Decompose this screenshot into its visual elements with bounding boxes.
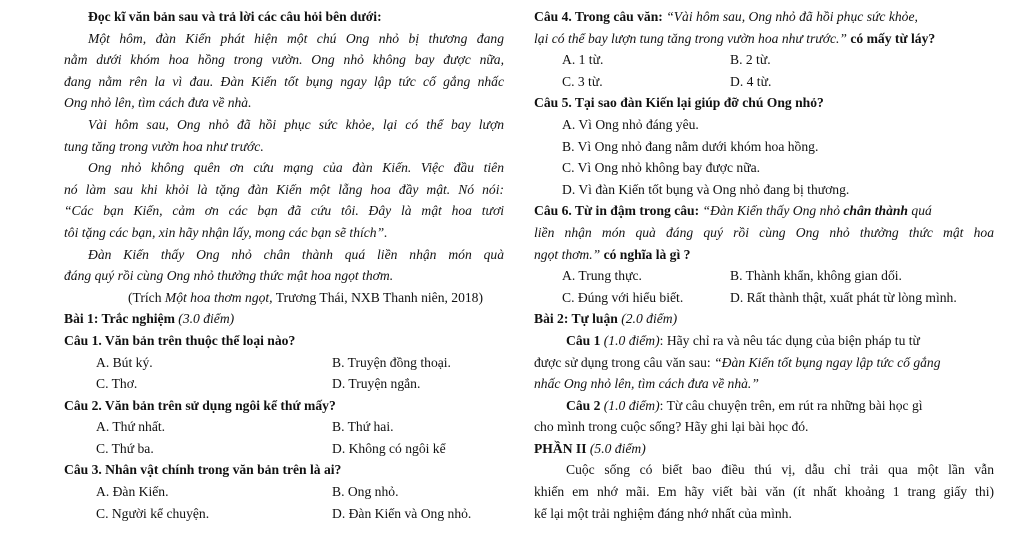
reading-paragraph-4 — [64, 244, 504, 287]
option: A. Trung thực. — [562, 268, 642, 284]
question-3: Câu 3. Nhân vật chính trong văn bản trên là ai? — [64, 462, 342, 478]
option: C. Thứ ba. — [96, 440, 154, 456]
option: D. Rất thành thật, xuất phát từ lòng mình. — [730, 289, 957, 305]
option: C. Thơ. — [96, 376, 138, 392]
option: A. 1 từ. — [562, 52, 604, 68]
essay-question-1: Câu 1 (1.0 điểm): Hãy chỉ ra và nêu tác dụng của biện pháp tu từ — [566, 332, 920, 348]
q4-options-row-1 — [534, 49, 994, 71]
q4-options-row-2 — [534, 71, 994, 93]
question-1: Câu 1. Văn bản trên thuộc thể loại nào? — [64, 332, 296, 348]
essay-prompt-line: khiến em nhớ mãi. Em hãy viết bài văn (ít nhất khoảng 1 trang giấy thi) — [534, 484, 994, 500]
essay-question-2-cont: cho mình trong cuộc sống? Hãy ghi lại bài học đó. — [534, 419, 809, 435]
q6-options-row-1 — [534, 265, 994, 287]
text-line: Ong nhỏ lên, tìm cách đưa về nhà. — [64, 95, 252, 111]
q3-options-row-1 — [64, 481, 504, 503]
q1-options-row-1 — [64, 352, 504, 374]
option: B. Vì Ong nhỏ đang nằm dưới khóm hoa hồng. — [562, 138, 819, 154]
text-line: đáng quý rồi cùng Ong nhỏ thưởng thức mật hoa ngọt thơm. — [64, 268, 394, 284]
option: D. Không có ngôi kể — [332, 440, 446, 456]
reading-heading: Đọc kĩ văn bản sau và trả lời các câu hỏi bên dưới: — [88, 9, 382, 24]
text-line: Một hôm, đàn Kiến phát hiện một chú Ong nhỏ bị thương đang — [88, 30, 504, 46]
question-5: Câu 5. Tại sao đàn Kiến lại giúp đỡ chú Ong nhỏ? — [534, 95, 824, 111]
text-line: “Các bạn Kiến, cảm ơn các bạn đã cứu tôi. Đây là mật hoa tươi — [64, 203, 504, 219]
text-line: tôi tặng các bạn, xin hãy nhận lấy, mong các bạn sẽ thích”. — [64, 224, 388, 240]
part2-heading: Bài 2: Tự luận (2.0 điểm) — [534, 311, 678, 327]
question-6-end: ngọt thơm.” có nghĩa là gì ? — [534, 246, 691, 262]
option: A. Vì Ong nhỏ đáng yêu. — [562, 116, 699, 132]
reading-paragraph-2 — [64, 114, 504, 157]
option: A. Bút ký. — [96, 354, 153, 370]
text-line: đang nằm rên la vì đau. Đàn Kiến tốt bụng ngay lập tức cố gắng nhấc — [64, 73, 504, 89]
question-4: Câu 4. Trong câu văn: “Vài hôm sau, Ong nhỏ đã hồi phục sức khỏe, — [534, 9, 918, 24]
question-6-cont: liền nhận món quà đáng quý rồi cùng Ong nhỏ thưởng thức mật hoa — [534, 224, 994, 240]
option: B. Thứ hai. — [332, 419, 394, 435]
part1-heading: Bài 1: Trắc nghiệm (3.0 điểm) — [64, 311, 235, 327]
option: D. Vì đàn Kiến tốt bụng và Ong nhỏ đang bị thương. — [562, 181, 850, 197]
question-2: Câu 2. Văn bản trên sử dụng ngôi kể thứ mấy? — [64, 397, 336, 413]
option: D. Đàn Kiến và Ong nhỏ. — [332, 505, 472, 521]
essay-prompt-line: Cuộc sống có biết bao điều thú vị, dẫu chỉ trải qua một lần vẫn — [566, 462, 994, 478]
reading-source: (Trích Một hoa thơm ngọt, Trương Thái, NXB Thanh niên, 2018) — [128, 289, 484, 305]
text-line: Vài hôm sau, Ong nhỏ đã hồi phục sức khỏe, lại có thể bay lượn — [88, 116, 504, 132]
q2-options-row-2 — [64, 438, 504, 460]
option: B. Ong nhỏ. — [332, 484, 399, 500]
essay-prompt-line: kể lại một trải nghiệm đáng nhớ nhất của mình. — [534, 505, 792, 521]
option: B. 2 từ. — [730, 52, 771, 68]
option: A. Đàn Kiến. — [96, 484, 169, 500]
option: A. Thứ nhất. — [96, 419, 166, 435]
reading-paragraph-1 — [64, 28, 504, 114]
option: C. Vì Ong nhỏ không bay được nữa. — [562, 160, 760, 176]
left-column — [64, 6, 504, 524]
option: B. Truyện đồng thoại. — [332, 354, 451, 370]
essay-question-1-cont: được sử dụng trong câu văn sau: “Đàn Kiến tốt bụng ngay lập tức cố gắng — [534, 354, 941, 370]
text-line: nằm dưới khóm hoa hồng trong vườn. Ong nhỏ không bay được nữa, — [64, 52, 504, 68]
q2-options-row-1 — [64, 416, 504, 438]
text-line: tung tăng trong vườn hoa như trước. — [64, 138, 264, 154]
q6-options-row-2 — [534, 287, 994, 309]
option: C. 3 từ. — [562, 73, 603, 89]
reading-paragraph-3 — [64, 157, 504, 243]
q1-options-row-2 — [64, 373, 504, 395]
q3-options-row-2 — [64, 503, 504, 525]
right-column — [534, 6, 994, 524]
part3-heading: PHẦN II (5.0 điểm) — [534, 440, 646, 456]
option: D. 4 từ. — [730, 73, 772, 89]
option: D. Truyện ngắn. — [332, 376, 421, 392]
text-line: nó làm sau khi khỏi là tặng đàn Kiến một lẵng hoa đầy mật. Nó nói: — [64, 181, 504, 197]
question-4-cont: lại có thể bay lượn tung tăng trong vườn hoa như trước.” có mấy từ láy? — [534, 30, 936, 46]
option: B. Thành khẩn, không gian dối. — [730, 268, 902, 284]
text-line: Đàn Kiến thấy Ong nhỏ chân thành quá liền nhận món quà — [88, 246, 504, 262]
text-line: Ong nhỏ không quên ơn cứu mạng của đàn Kiến. Việc đầu tiên — [88, 160, 504, 176]
question-6: Câu 6. Từ in đậm trong câu: “Đàn Kiến thấy Ong nhỏ chân thành quá — [534, 203, 932, 219]
essay-question-1-end: nhấc Ong nhỏ lên, tìm cách đưa về nhà.” — [534, 376, 759, 392]
option: C. Người kể chuyện. — [96, 505, 210, 521]
essay-question-2: Câu 2 (1.0 điểm): Từ câu chuyện trên, em rút ra những bài học gì — [566, 397, 923, 413]
option: C. Đúng với hiểu biết. — [562, 289, 684, 305]
